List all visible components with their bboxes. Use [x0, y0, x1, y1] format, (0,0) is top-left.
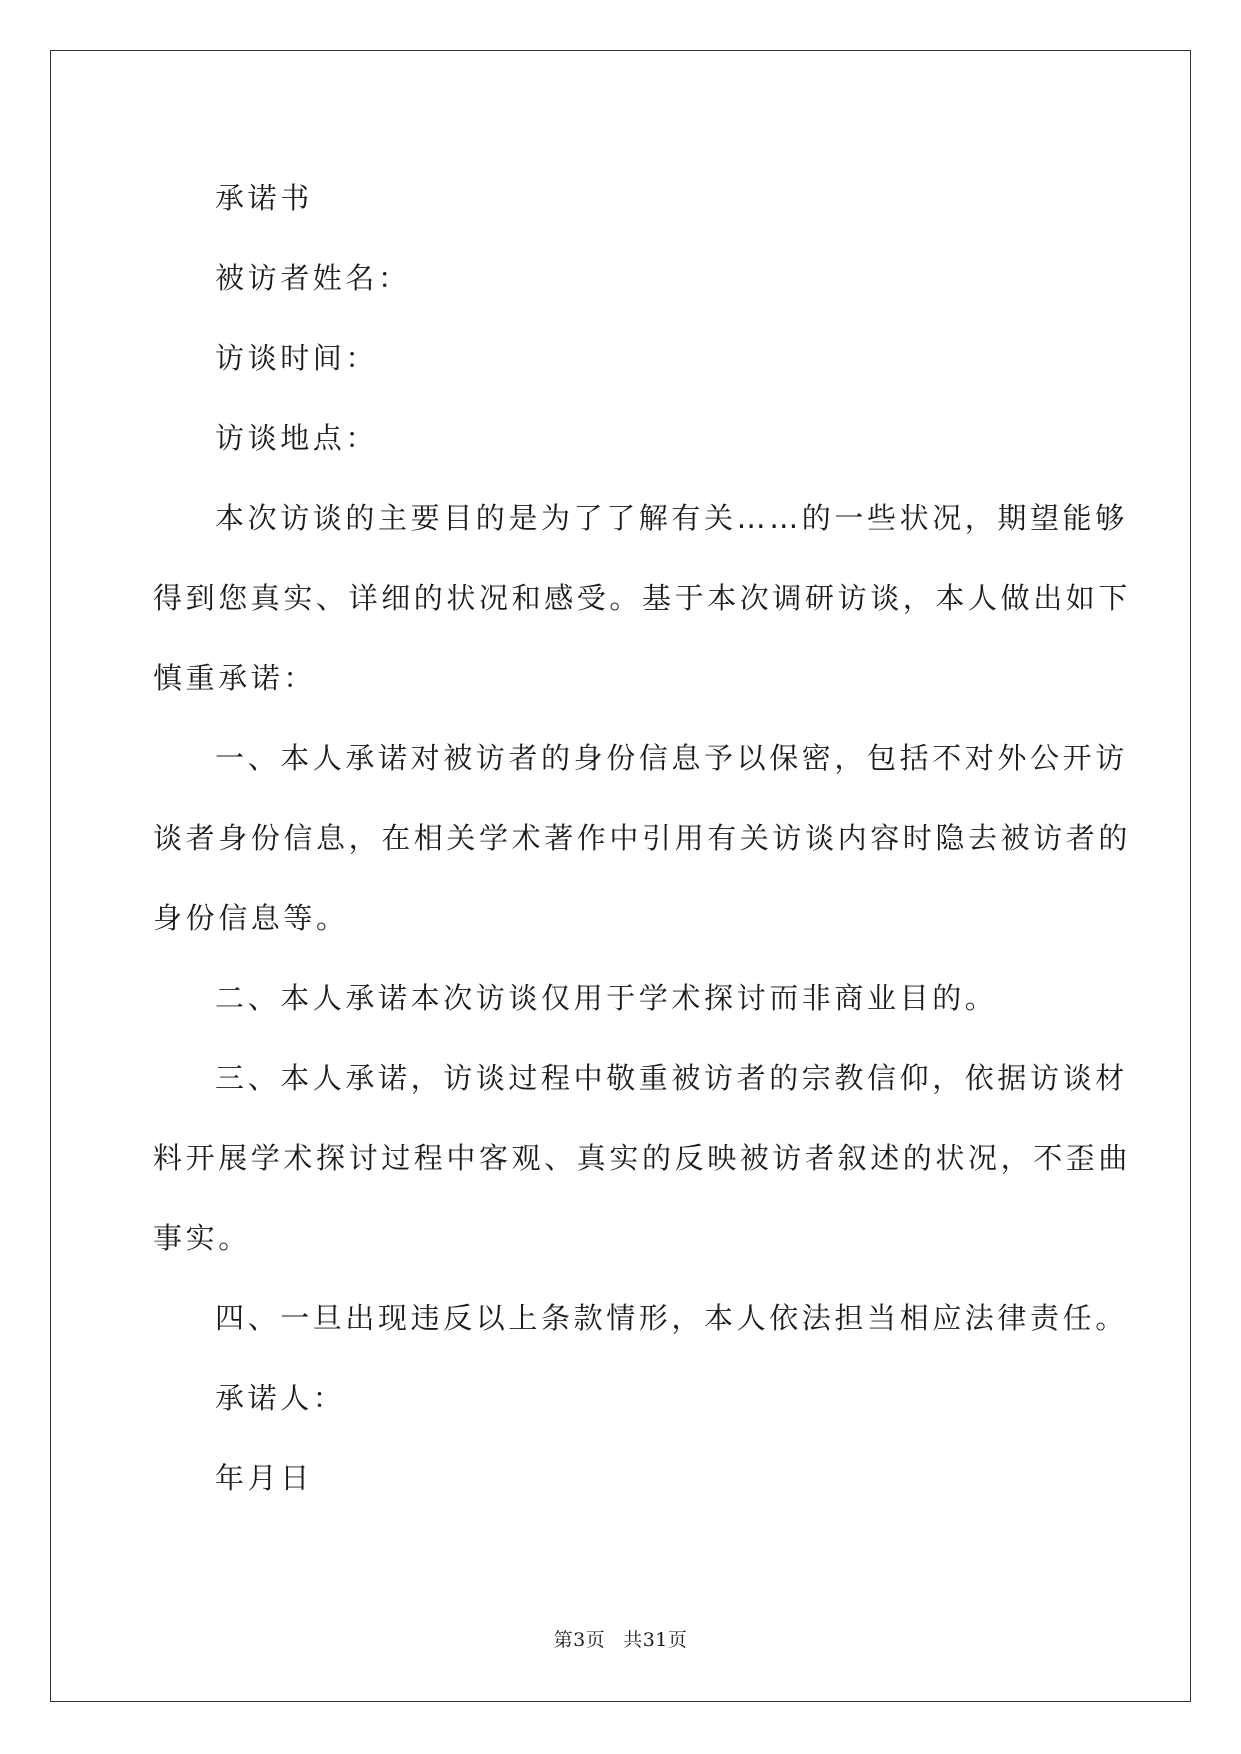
clause-1-line: 一、本人承诺对被访者的身份信息予以保密，包括不对外公开访: [215, 741, 1128, 775]
intro-paragraph: [153, 478, 1132, 718]
clause-1-line: 身份信息等。: [153, 901, 349, 935]
clause-3: [153, 1038, 1132, 1278]
intro-line: 得到您真实、详细的状况和感受。基于本次调研访谈，本人做出如下: [153, 581, 1132, 615]
clause-3-line: 事实。: [153, 1221, 251, 1255]
clause-1: [153, 718, 1132, 958]
intro-line: 本次访谈的主要目的是为了了解有关……的一些状况，期望能够: [215, 501, 1128, 535]
page-footer: [0, 1628, 1241, 1652]
date-label: 年月日: [215, 1461, 313, 1495]
clause-3-line: 三、本人承诺，访谈过程中敬重被访者的宗教信仰，依据访谈材: [215, 1061, 1128, 1095]
document-body: [153, 158, 1132, 1518]
interview-place-label: 访谈地点：: [215, 421, 379, 455]
page-total: 共31页: [623, 1629, 688, 1651]
signer-label: 承诺人：: [215, 1381, 346, 1415]
clause-1-line: 谈者身份信息，在相关学术著作中引用有关访谈内容时隐去被访者的: [153, 821, 1132, 855]
clause-3-line: 料开展学术探讨过程中客观、真实的反映被访者叙述的状况，不歪曲: [153, 1141, 1132, 1175]
intro-line: 慎重承诺：: [153, 661, 317, 695]
interviewee-name-label: 被访者姓名：: [215, 261, 411, 295]
page-number: 第3页: [553, 1629, 606, 1651]
clause-2: 二、本人承诺本次访谈仅用于学术探讨而非商业目的。: [215, 981, 998, 1015]
document-title: 承诺书: [215, 181, 313, 215]
clause-4: 四、一旦出现违反以上条款情形，本人依法担当相应法律责任。: [215, 1301, 1128, 1335]
interview-time-label: 访谈时间：: [215, 341, 379, 375]
